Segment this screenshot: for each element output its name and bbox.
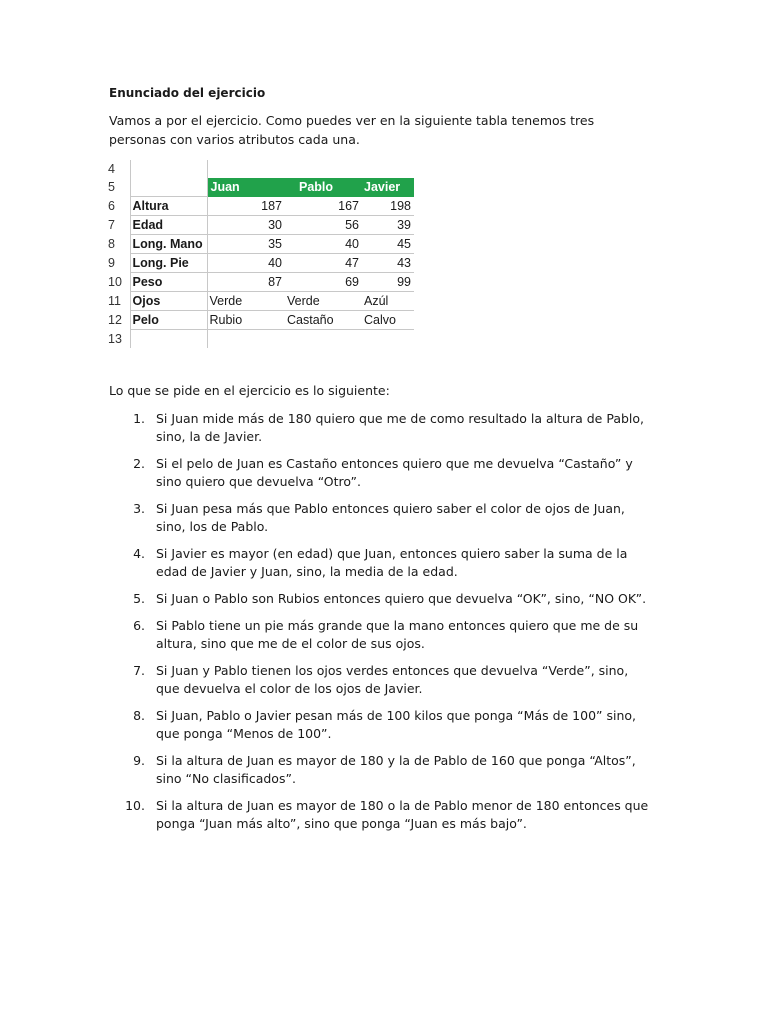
- list-item-text: Si Juan mide más de 180 quiero que me de como resultado la altura de Pablo, sino, la de Javier.: [156, 411, 645, 444]
- list-item-text: Si la altura de Juan es mayor de 180 o la de Pablo menor de 180 entonces que ponga “Juan más alto”, sino que ponga “Juan es más bajo”.: [156, 798, 649, 831]
- row-number: 7: [108, 216, 130, 235]
- row-number: 12: [108, 311, 130, 330]
- list-item-text: Si Juan, Pablo o Javier pesan más de 100 kilos que ponga “Más de 100” sino, que ponga “Menos de 100”.: [156, 708, 637, 741]
- table-cell: 56: [285, 216, 362, 235]
- spreadsheet-table: [108, 160, 414, 348]
- table-row: [108, 311, 414, 330]
- table-cell: Castaño: [285, 311, 362, 330]
- empty-cell: [285, 160, 362, 178]
- table-cell: 35: [207, 235, 285, 254]
- table-cell: Calvo: [362, 311, 414, 330]
- list-item: [109, 590, 654, 608]
- row-label: Long. Pie: [130, 254, 207, 273]
- table-cell: Azúl: [362, 292, 414, 311]
- table-cell: 47: [285, 254, 362, 273]
- list-item-number: 3.: [133, 501, 145, 516]
- table-cell: 43: [362, 254, 414, 273]
- table-row: [108, 197, 414, 216]
- row-number: 13: [108, 330, 130, 348]
- table-row: [108, 216, 414, 235]
- row-number: 5: [108, 178, 130, 196]
- table-cell: 40: [285, 235, 362, 254]
- list-item: [109, 707, 654, 743]
- table-cell: 87: [207, 273, 285, 292]
- list-item: [109, 752, 654, 788]
- table-cell: 69: [285, 273, 362, 292]
- table-cell: 40: [207, 254, 285, 273]
- column-header: Juan: [207, 178, 285, 196]
- list-item-number: 6.: [133, 618, 145, 633]
- column-header: Javier: [362, 178, 414, 196]
- empty-cell: [285, 330, 362, 348]
- list-item-number: 10.: [125, 798, 145, 813]
- table-cell: Rubio: [207, 311, 285, 330]
- list-item-text: Si Juan pesa más que Pablo entonces quiero saber el color de ojos de Juan, sino, los de Pablo.: [156, 501, 625, 534]
- list-item-text: Si Juan y Pablo tienen los ojos verdes entonces que devuelva “Verde”, sino, que devuelva el color de los ojos de Javier.: [156, 663, 629, 696]
- attributes-table: [108, 160, 414, 348]
- row-number: 9: [108, 254, 130, 273]
- table-cell: 198: [362, 197, 414, 216]
- list-item-number: 1.: [133, 411, 145, 426]
- table-row: [108, 292, 414, 311]
- sheet-header-row: [108, 178, 414, 196]
- table-row: [108, 235, 414, 254]
- empty-cell: [207, 330, 285, 348]
- empty-cell: [130, 178, 207, 196]
- table-cell: 30: [207, 216, 285, 235]
- list-item: [109, 410, 654, 446]
- list-item: [109, 617, 654, 653]
- list-item-text: Si Javier es mayor (en edad) que Juan, entonces quiero saber la suma de la edad de Javier y Juan, sino, la media de la edad.: [156, 546, 628, 579]
- list-item: [109, 500, 654, 536]
- list-item-text: Si el pelo de Juan es Castaño entonces quiero que me devuelva “Castaño” y sino quiero que devuelva “Otro”.: [156, 456, 633, 489]
- empty-cell: [362, 160, 414, 178]
- table-cell: 187: [207, 197, 285, 216]
- row-number: 11: [108, 292, 130, 311]
- list-item: [109, 662, 654, 698]
- list-item-text: Si Pablo tiene un pie más grande que la mano entonces quiero que me de su altura, sino que me de el color de sus ojos.: [156, 618, 639, 651]
- page-heading: Enunciado del ejercicio: [109, 86, 266, 100]
- table-cell: Verde: [285, 292, 362, 311]
- list-item-number: 9.: [133, 753, 145, 768]
- table-cell: 39: [362, 216, 414, 235]
- sheet-row-blank: [108, 330, 414, 348]
- list-item-text: Si la altura de Juan es mayor de 180 y la de Pablo de 160 que ponga “Altos”, sino “No clasificados”.: [156, 753, 636, 786]
- empty-cell: [130, 160, 207, 178]
- table-cell: 99: [362, 273, 414, 292]
- list-item-number: 4.: [133, 546, 145, 561]
- list-item: [109, 545, 654, 581]
- task-list: [109, 410, 654, 842]
- table-cell: 45: [362, 235, 414, 254]
- list-item: [109, 797, 654, 833]
- table-cell: Verde: [207, 292, 285, 311]
- sheet-row-blank: [108, 160, 414, 178]
- row-label: Long. Mano: [130, 235, 207, 254]
- row-number: 10: [108, 273, 130, 292]
- empty-cell: [362, 330, 414, 348]
- row-label: Pelo: [130, 311, 207, 330]
- row-number: 4: [108, 160, 130, 178]
- row-label: Altura: [130, 197, 207, 216]
- list-item-number: 2.: [133, 456, 145, 471]
- table-cell: 167: [285, 197, 362, 216]
- list-item-number: 8.: [133, 708, 145, 723]
- list-item-number: 7.: [133, 663, 145, 678]
- empty-cell: [130, 330, 207, 348]
- intro-paragraph: Vamos a por el ejercicio. Como puedes ver en la siguiente tabla tenemos tres personas con varios atributos cada una.: [109, 113, 595, 147]
- row-label: Peso: [130, 273, 207, 292]
- table-row: [108, 273, 414, 292]
- row-number: 6: [108, 197, 130, 216]
- list-item-number: 5.: [133, 591, 145, 606]
- row-number: 8: [108, 235, 130, 254]
- list-item: [109, 455, 654, 491]
- list-item-text: Si Juan o Pablo son Rubios entonces quiero que devuelva “OK”, sino, “NO OK”.: [156, 591, 647, 606]
- empty-cell: [207, 160, 285, 178]
- request-paragraph: Lo que se pide en el ejercicio es lo siguiente:: [109, 383, 390, 398]
- table-row: [108, 254, 414, 273]
- row-label: Ojos: [130, 292, 207, 311]
- column-header: Pablo: [285, 178, 362, 196]
- row-label: Edad: [130, 216, 207, 235]
